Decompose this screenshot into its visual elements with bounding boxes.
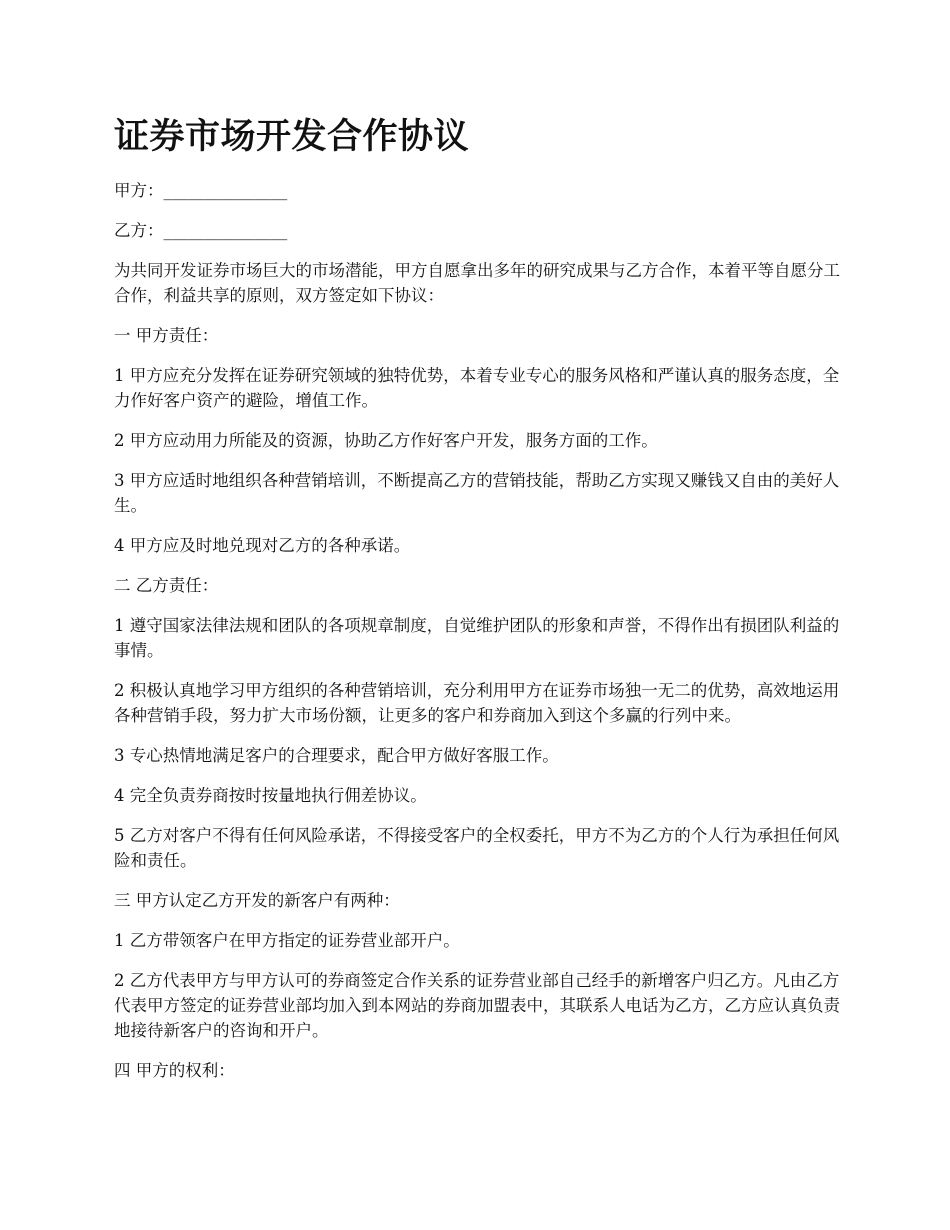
clause-paragraph: 1 遵守国家法律法规和团队的各项规章制度，自觉维护团队的形象和声誉，不得作出有损团队利益的事情。: [114, 616, 840, 660]
clause-paragraph: 1 甲方应充分发挥在证券研究领域的独特优势，本着专业专心的服务风格和严谨认真的服务态度，全力作好客户资产的避险，增值工作。: [114, 366, 840, 410]
party-b-line: 乙方：_______________: [114, 221, 288, 240]
clause-paragraph: 3 专心热情地满足客户的合理要求，配合甲方做好客服工作。: [114, 746, 559, 765]
section-heading-party-a-duties: 一 甲方责任：: [114, 326, 219, 345]
preamble-paragraph: 为共同开发证券市场巨大的市场潜能，甲方自愿拿出多年的研究成果与乙方合作，本着平等自愿分工合作，利益共享的原则，双方签定如下协议：: [114, 261, 840, 305]
clause-paragraph: 4 甲方应及时地兑现对乙方的各种承诺。: [114, 536, 411, 555]
clause-paragraph: 3 甲方应适时地组织各种营销培训，不断提高乙方的营销技能，帮助乙方实现又赚钱又自由的美好人生。: [114, 471, 840, 515]
clause-paragraph: 2 甲方应动用力所能及的资源，协助乙方作好客户开发，服务方面的工作。: [114, 431, 658, 450]
clause-paragraph: 2 乙方代表甲方与甲方认可的券商签定合作关系的证券营业部自己经手的新增客户归乙方。凡由乙方代表甲方签定的证券营业部均加入到本网站的券商加盟表中，其联系人电话为乙方，乙方应认真负责地接待新客户的咨询和开户。: [114, 971, 840, 1040]
section-heading-party-b-duties: 二 乙方责任：: [114, 576, 219, 595]
document-title: 证券市场开发合作协议: [114, 117, 470, 157]
document-body: [114, 178, 844, 1098]
party-a-line: 甲方：_______________: [114, 181, 288, 200]
section-heading-party-a-rights: 四 甲方的权利：: [114, 1061, 235, 1080]
clause-paragraph: 1 乙方带领客户在甲方指定的证券营业部开户。: [114, 931, 460, 950]
clause-paragraph: 5 乙方对客户不得有任何风险承诺，不得接受客户的全权委托，甲方不为乙方的个人行为承担任何风险和责任。: [114, 826, 840, 870]
clause-paragraph: 4 完全负责券商按时按量地执行佣差协议。: [114, 786, 427, 805]
section-heading-new-clients: 三 甲方认定乙方开发的新客户有两种：: [114, 891, 400, 910]
clause-paragraph: 2 积极认真地学习甲方组织的各种营销培训，充分利用甲方在证券市场独一无二的优势，高效地运用各种营销手段，努力扩大市场份额，让更多的客户和券商加入到这个多赢的行列中来。: [114, 681, 840, 725]
